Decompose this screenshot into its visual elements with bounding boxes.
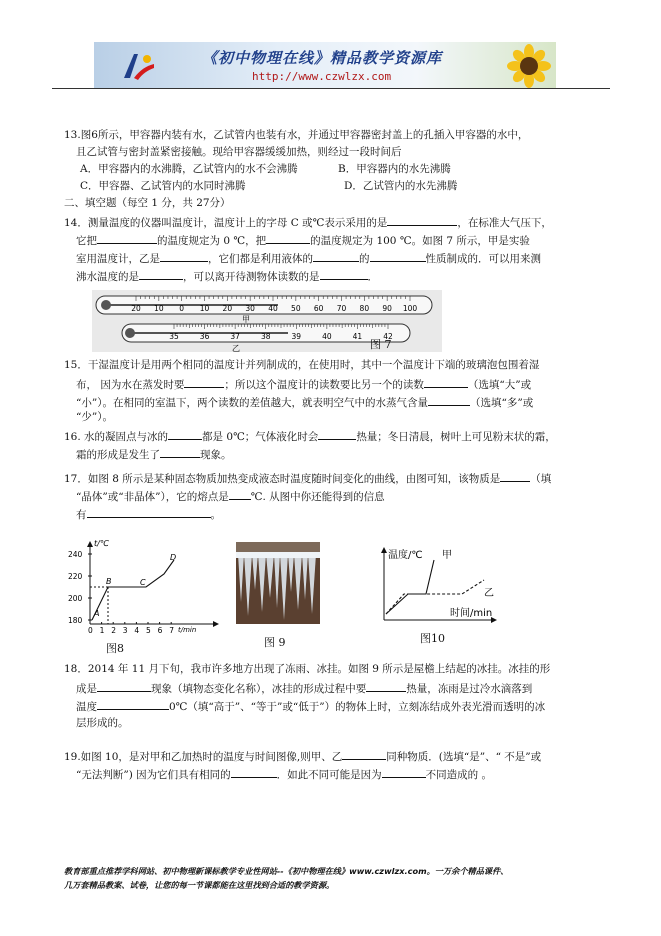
- thermometer-b-tick-label: 42: [383, 332, 393, 341]
- q16-text: 热量；冬日清晨，树叶上可见粉末状的霜，: [356, 431, 556, 443]
- thermometer-b-tick-label: 37: [230, 332, 240, 341]
- q18-line2: [76, 680, 532, 697]
- thermometer-a-tick-label: 10: [154, 304, 164, 313]
- q19-blank-3[interactable]: [382, 766, 426, 778]
- q14-blank-7[interactable]: [139, 268, 183, 280]
- q15-text: ；所以这个温度计的读数要比另一个的读数: [224, 379, 424, 391]
- q14-blank-2[interactable]: [97, 232, 157, 244]
- q16-line2: [76, 446, 232, 463]
- q18-line3: [76, 698, 545, 715]
- q14-text: 沸水温度的是: [76, 271, 139, 283]
- q15-text: （选填“大”或: [467, 379, 532, 391]
- q14-line2: [76, 232, 530, 249]
- q14-text: 的温度规定为 100 ℃。如图 7 所示，甲是实验: [310, 235, 530, 247]
- q19-blank-1[interactable]: [342, 748, 386, 760]
- q13-option-a: A．甲容器内的水沸腾，乙试管内的水不会沸腾: [80, 163, 298, 175]
- fig8-point-b: B: [106, 577, 112, 586]
- q18-line4: 层形成的。: [76, 717, 129, 729]
- site-logo-icon: [120, 50, 156, 82]
- thermometer-a-tick-label: 10: [199, 304, 210, 313]
- q14-blank-4[interactable]: [160, 250, 208, 262]
- q18-text: 现象（填物态变化名称），冰挂的形成过程中要: [151, 683, 367, 695]
- fig8-point-a: A: [94, 609, 100, 618]
- q16-blank-1[interactable]: [168, 428, 202, 440]
- q17-blank-1[interactable]: [500, 470, 530, 482]
- q17-line3: [76, 506, 221, 523]
- banner-url[interactable]: http://www.czwlzx.com: [252, 70, 392, 83]
- q17-blank-2[interactable]: [229, 488, 251, 500]
- q13-option-d: D．乙试管内的水先沸腾: [344, 180, 458, 192]
- section-heading: 二、填空题（每空 1 分，共 27分）: [64, 197, 231, 209]
- thermometer-b-tick-label: 41: [352, 332, 363, 341]
- q15-text: “小”）。在相同的室温下，两个读数的差值越大，就表明空气中的水蒸气含量: [76, 397, 428, 409]
- fig8-x-label: t/min: [178, 626, 197, 634]
- q14-text: ，在标准大气压下，: [457, 217, 552, 229]
- q14-blank-8[interactable]: [320, 268, 368, 280]
- q14-blank-6[interactable]: [370, 250, 426, 262]
- q16-text: 霜的形成是发生了: [76, 449, 160, 461]
- thermometer-b-tick-label: 39: [291, 332, 302, 341]
- q17-text: 有: [76, 509, 87, 521]
- q14-blank-3[interactable]: [266, 232, 310, 244]
- q13-option-b: B．甲容器内的水先沸腾: [338, 163, 451, 175]
- q13-stem-line2: 且乙试管与密封盖紧密接触。现给甲容器缓缓加热，则经过一段时间后: [76, 146, 402, 158]
- q16-blank-3[interactable]: [160, 446, 200, 458]
- q16-text: 现象。: [200, 449, 232, 461]
- banner-title: 《初中物理在线》精品教学资源库: [202, 49, 443, 67]
- q14-text: ，可以离开待测物体读数的是: [183, 271, 320, 283]
- footer-line2: 几万套精品教案、试卷，让您的每一节课都能在这里找到合适的教学资源。: [64, 880, 335, 890]
- header-rule: [52, 88, 610, 89]
- q19-text: 19.如图 10，是对甲和乙加热时的温度与时间图像,则甲、乙: [64, 751, 343, 763]
- q16-blank-2[interactable]: [318, 428, 356, 440]
- q19-text: 同种物质．(选填“是”、“ 不是”或: [386, 751, 542, 763]
- fig8-x-tick-label: 4: [134, 626, 140, 635]
- thermometer-a-tick-label: 0: [179, 304, 185, 313]
- q19-text: 不同造成的 。: [425, 769, 493, 781]
- q17-text: 17．如图 8 所示是某种固态物质加热变成液态时温度随时间变化的曲线，由图可知，该物质是: [64, 473, 501, 485]
- thermometer-a-tick-label: 40: [268, 304, 278, 313]
- fig8-x-tick-label: 6: [157, 626, 163, 635]
- q16-line1: [64, 428, 556, 445]
- q15-blank-3[interactable]: [428, 394, 470, 406]
- fig8-x-tick-label: 1: [99, 626, 105, 635]
- q14-text: 的: [359, 253, 370, 265]
- fig8-y-label: t/℃: [94, 539, 109, 548]
- figure-9-caption: 图 9: [264, 636, 286, 649]
- q16-text: 都是 0℃；气体液化时会: [202, 431, 319, 443]
- thermometer-a-tick-label: 50: [291, 304, 301, 313]
- footer-line1: 教育部重点推荐学科网站、初中物理新课标教学专业性网站--《初中物理在线》www.czwlzx.com。一万余个精品课件、: [64, 866, 509, 876]
- fig10-series-a-label: 甲: [442, 550, 452, 561]
- figure-8-caption: 图8: [106, 642, 124, 655]
- fig10-series-b-label: 乙: [484, 588, 494, 599]
- sunflower-icon: [506, 44, 552, 88]
- q15-text: （选填“多”或: [469, 397, 534, 409]
- q15-blank-1[interactable]: [184, 376, 224, 388]
- q14-text: 它把: [76, 235, 97, 247]
- thermometer-b-tick-label: 40: [322, 332, 332, 341]
- q19-line2: [76, 766, 492, 783]
- q17-blank-3[interactable]: [87, 506, 211, 518]
- thermometer-a-label: 甲: [242, 315, 250, 324]
- q17-text: （填: [530, 473, 552, 485]
- q15-line2: [76, 376, 531, 393]
- q15-line4: “少”）。: [76, 411, 113, 423]
- q19-text: “无法判断”) 因为它们具有相同的: [76, 769, 231, 781]
- figure-10-graph: [374, 544, 500, 626]
- q19-line1: [64, 748, 541, 765]
- fig8-point-c: C: [140, 578, 146, 587]
- q14-text: 14．测量温度的仪器叫温度计，温度计上的字母 C 或℃表示采用的是: [64, 217, 388, 229]
- q18-line1: 18．2014 年 11 月下旬，我市许多地方出现了冻雨、冰挂。如图 9 所示是屋檐上结起的冰挂。冰挂的形: [64, 663, 551, 675]
- fig8-y-tick-label: 220: [68, 572, 83, 581]
- q14-blank-5[interactable]: [313, 250, 359, 262]
- fig8-y-tick-label: 240: [68, 550, 83, 559]
- figure-9-icicle-photo: [236, 542, 320, 624]
- figure-10-caption: 图10: [420, 632, 445, 645]
- q14-line1: [64, 214, 552, 231]
- thermometer-a-tick-label: 60: [313, 304, 324, 313]
- q13-option-c: C．甲容器、乙试管内的水同时沸腾: [80, 180, 246, 192]
- thermometer-a-tick-label: 80: [359, 304, 370, 313]
- thermometer-b-tick-label: 38: [260, 332, 271, 341]
- thermometer-a-tick-label: 20: [131, 304, 141, 313]
- figure-7-caption: 图 7: [370, 338, 392, 351]
- fig8-x-tick-label: 5: [146, 626, 151, 635]
- thermometer-a-tick-label: 30: [245, 304, 255, 313]
- fig8-x-tick-label: 0: [88, 626, 93, 635]
- q14-text: 性质制成的．可以用来测: [425, 253, 541, 265]
- q18-text: 0℃（填“高于”、“等于”或“低于”）的物体上时，立刻冻结成外表光滑而透明的冰: [169, 701, 546, 713]
- q14-text: ．: [367, 271, 378, 283]
- q18-blank-3[interactable]: [97, 698, 169, 710]
- figure-8-graph: [66, 536, 226, 642]
- q14-line3: [76, 250, 541, 267]
- q18-text: 成是: [76, 683, 97, 695]
- thermometer-a-tick-label: 90: [382, 304, 392, 313]
- q15-line3: [76, 394, 533, 411]
- q14-line4: [76, 268, 378, 285]
- q14-text: ，它们都是利用液体的: [208, 253, 313, 265]
- thermometer-b-label: 乙: [232, 344, 240, 352]
- q18-blank-1[interactable]: [97, 680, 151, 692]
- q19-text: ．如此不同可能是因为: [276, 769, 382, 781]
- q16-text: 16. 水的凝固点与冰的: [64, 431, 169, 443]
- q17-text: ℃. 从图中你还能得到的信息: [250, 491, 385, 503]
- q15-line1: 15．干湿温度计是用两个相同的温度计并列制成的，在使用时，其中一个温度计下端的玻璃泡包围着湿: [64, 359, 540, 371]
- q15-blank-2[interactable]: [424, 376, 468, 388]
- q15-text: 布， 因为水在蒸发时要: [76, 379, 185, 391]
- fig8-x-tick-label: 3: [122, 626, 128, 635]
- q19-blank-2[interactable]: [231, 766, 277, 778]
- fig8-y-tick-label: 200: [68, 594, 83, 603]
- q17-text: “晶体”或“非晶体”），它的熔点是: [76, 491, 229, 503]
- thermometer-a-tick-label: 70: [336, 304, 347, 313]
- q17-line2: [76, 488, 385, 505]
- q18-text: 温度: [76, 701, 97, 713]
- thermometer-b-tick-label: 35: [169, 332, 179, 341]
- fig8-x-tick-label: 2: [111, 626, 116, 635]
- fig10-x-label: 时间/min: [450, 608, 493, 619]
- q18-blank-2[interactable]: [366, 680, 406, 692]
- thermometer-a-tick-label: 100: [402, 304, 418, 313]
- q13-stem-line1: 13.图6所示，甲容器内装有水，乙试管内也装有水，并通过甲容器密封盖上的孔插入甲容器的水中，: [64, 129, 529, 141]
- thermometer-b-tick-label: 36: [199, 332, 210, 341]
- fig8-point-d: D: [170, 553, 177, 562]
- fig8-x-tick-label: 7: [169, 626, 174, 635]
- q17-line1: [64, 470, 551, 487]
- q14-text: 的温度规定为 0 ℃，把: [157, 235, 267, 247]
- thermometer-a-tick-label: 20: [222, 304, 233, 313]
- header-banner: [94, 42, 556, 88]
- q14-text: 室用温度计，乙是: [76, 253, 160, 265]
- q17-text: 。: [210, 509, 221, 521]
- fig8-y-tick-label: 180: [68, 616, 83, 625]
- q14-blank-1[interactable]: [387, 214, 457, 226]
- q18-text: 热量，冻雨是过冷水滴落到: [406, 683, 533, 695]
- fig10-y-label: 温度/℃: [388, 550, 423, 561]
